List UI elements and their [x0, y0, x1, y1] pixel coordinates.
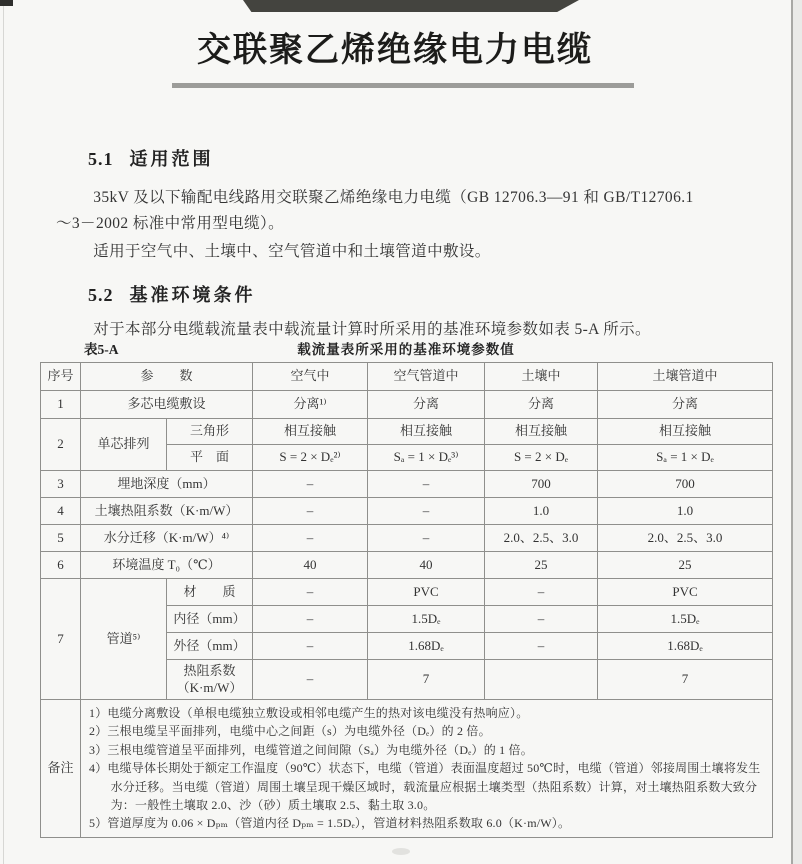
cell-subparam: 内径（mm） — [167, 606, 253, 633]
cell-subparam: 三角形 — [167, 419, 253, 445]
paragraph-table-intro: 对于本部分电缆载流量表中载流量计算时所采用的基准环境参数如表 5-A 所示。 — [93, 321, 651, 338]
cell-subparam: 热阻系数 （K·m/W） — [167, 660, 253, 700]
table-5a-title: 载流量表所采用的基准环境参数值 — [297, 342, 515, 357]
cell-value: 1.5Dₑ — [368, 606, 485, 633]
cell-value: 相互接触 — [485, 419, 598, 445]
page-title: 交联聚乙烯绝缘电力电缆 — [197, 32, 593, 69]
cell-value: 分离¹⁾ — [253, 391, 368, 419]
cell-value: 分离 — [485, 391, 598, 419]
table-row — [41, 552, 773, 579]
section-5-2-number: 5.2 — [88, 285, 114, 305]
cell-value: S = 2 × Dₑ — [485, 445, 598, 471]
cell-param: 多芯电缆敷设 — [81, 391, 253, 419]
cell-value: S = 2 × Dₑ²⁾ — [253, 445, 368, 471]
title-underline — [172, 83, 634, 88]
cell-value: 25 — [485, 552, 598, 579]
section-5-2-heading — [88, 281, 256, 307]
cell-value: – — [368, 525, 485, 552]
cell-value: – — [253, 660, 368, 700]
section-5-1-title: 适用范围 — [129, 149, 214, 169]
cell-value: – — [253, 525, 368, 552]
cell-value: 40 — [368, 552, 485, 579]
footnote-4: 4）电缆导体长期处于额定工作温度（90℃）状态下，电缆（管道）表面温度超过 50℃时，电缆（管道）邻接周围土壤将发生水分迁移。当电缆（管道）周围土壤呈现干燥区域时，载流量应根据土壤类型（热阻系数）计算，对土壤热阻系数大致分为：一般性土壤取 2.0、沙（砂）质土壤取 2.5、黏土取 3.0。 — [89, 761, 761, 813]
footnote-5: 5）管道厚度为 0.06 × Dₚₘ（管道内径 Dₚₘ = 1.5Dₑ），管道材料热阻系数取 6.0（K·m/W）。 — [89, 816, 571, 831]
header-air-duct: 空气管道中 — [368, 363, 485, 391]
table-row — [41, 471, 773, 498]
page-left-edge-line — [3, 0, 4, 864]
notes-cell — [81, 700, 773, 838]
cell-param: 管道⁵⁾ — [81, 579, 167, 700]
scan-smudge-artifact — [392, 848, 410, 855]
cell-value: 700 — [598, 471, 773, 498]
cell-value: 700 — [485, 471, 598, 498]
header-soil-duct: 土壤管道中 — [598, 363, 773, 391]
cell-value: 1.0 — [485, 498, 598, 525]
cell-value: – — [253, 471, 368, 498]
cell-param: 单芯排列 — [81, 419, 167, 471]
cell-value: – — [253, 498, 368, 525]
cell-num: 4 — [41, 498, 81, 525]
header-soil: 土壤中 — [485, 363, 598, 391]
cell-value: 1.5Dₑ — [598, 606, 773, 633]
cell-value: 相互接触 — [368, 419, 485, 445]
footnotes — [89, 704, 764, 833]
cell-num: 5 — [41, 525, 81, 552]
section-5-1-heading — [88, 145, 214, 171]
cell-param: 埋地深度（mm） — [81, 471, 253, 498]
cell-value: Sₐ = 1 × Dₑ³⁾ — [368, 445, 485, 471]
table-row — [41, 419, 773, 445]
cell-value: 相互接触 — [598, 419, 773, 445]
table-header-row — [41, 363, 773, 391]
cell-num: 3 — [41, 471, 81, 498]
table-5a — [40, 362, 773, 838]
table-row — [41, 391, 773, 419]
cell-param: 水分迁移（K·m/W）⁴⁾ — [81, 525, 253, 552]
section-5-1-number: 5.1 — [88, 149, 114, 169]
cell-value: 40 — [253, 552, 368, 579]
cell-value: 分离 — [368, 391, 485, 419]
notes-label: 备注 — [41, 700, 81, 838]
cell-value: 7 — [368, 660, 485, 700]
section-5-2-title: 基准环境条件 — [129, 285, 256, 305]
cell-num: 7 — [41, 579, 81, 700]
cell-value: 1.68Dₑ — [368, 633, 485, 660]
cell-subparam: 平 面 — [167, 445, 253, 471]
table-notes-row — [41, 700, 773, 838]
cell-value: – — [485, 579, 598, 606]
table-5a-label: 表5-A — [84, 342, 119, 357]
scan-corner-artifact — [0, 0, 13, 6]
footnote-2: 2）三根电缆呈平面排列，电缆中心之间距（s）为电缆外径（Dₑ）的 2 倍。 — [89, 724, 491, 739]
cell-num: 1 — [41, 391, 81, 419]
cell-subparam: 外径（mm） — [167, 633, 253, 660]
cell-value: – — [368, 471, 485, 498]
table-row — [41, 579, 773, 606]
cell-value: 相互接触 — [253, 419, 368, 445]
cell-value: – — [253, 633, 368, 660]
header-param: 参 数 — [81, 363, 253, 391]
cell-value: 2.0、2.5、3.0 — [598, 525, 773, 552]
cell-value: – — [485, 633, 598, 660]
page-right-edge-shadow — [791, 0, 802, 864]
paragraph-scope-line2: ～3－2002 标准中常用型电缆）。 — [56, 215, 285, 232]
cutoff-banner-shape — [243, 0, 579, 12]
cell-value: 25 — [598, 552, 773, 579]
cell-param: 环境温度 T₀（℃） — [81, 552, 253, 579]
cell-num: 6 — [41, 552, 81, 579]
table-row — [41, 525, 773, 552]
cell-num: 2 — [41, 419, 81, 471]
cell-subparam: 材 质 — [167, 579, 253, 606]
cell-value — [485, 660, 598, 700]
table-row — [41, 498, 773, 525]
cell-value: PVC — [598, 579, 773, 606]
cell-value: – — [485, 606, 598, 633]
cell-value: 2.0、2.5、3.0 — [485, 525, 598, 552]
cell-value: 7 — [598, 660, 773, 700]
header-air: 空气中 — [253, 363, 368, 391]
cell-value: Sₐ = 1 × Dₑ — [598, 445, 773, 471]
cell-param: 土壤热阻系数（K·m/W） — [81, 498, 253, 525]
paragraph-installation: 适用于空气中、土壤中、空气管道中和土壤管道中敷设。 — [93, 243, 491, 260]
cell-value: PVC — [368, 579, 485, 606]
cell-value: 1.68Dₑ — [598, 633, 773, 660]
header-num: 序号 — [41, 363, 81, 391]
footnote-3: 3）三根电缆管道呈平面排列，电缆管道之间间隙（Sₐ）为电缆外径（Dₑ）的 1 倍。 — [89, 742, 533, 757]
cell-value: 分离 — [598, 391, 773, 419]
paragraph-scope-line1: 35kV 及以下输配电线路用交联聚乙烯绝缘电力电缆（GB 12706.3—91 和 GB/T12706.1 — [93, 189, 694, 206]
footnote-1: 1）电缆分离敷设（单根电缆独立敷设或相邻电缆产生的热对该电缆没有热响应）。 — [89, 706, 529, 720]
cell-value: 1.0 — [598, 498, 773, 525]
cell-value: – — [368, 498, 485, 525]
cell-value: – — [253, 606, 368, 633]
cell-value: – — [253, 579, 368, 606]
